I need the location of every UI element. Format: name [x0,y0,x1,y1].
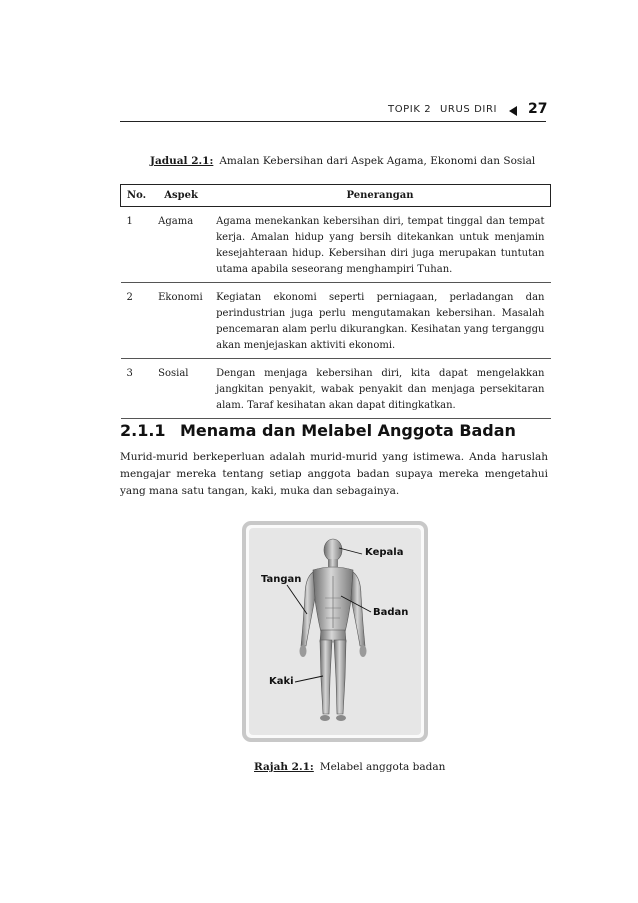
leader-line-hand [287,585,307,614]
label-kaki: Kaki [269,676,294,687]
header-topic: TOPIK 2 [388,104,432,115]
cell-aspek: Ekonomi [152,283,210,359]
hygiene-aspects-table [120,184,551,419]
section-number: 2.1.1 [120,421,166,440]
section-paragraph: Murid-murid berkeperluan adalah murid-murid yang istimewa. Anda haruslah mengajar mereka tentang setiap anggota badan supaya mereka mengetahui yang mana satu tangan, kaki, muka dan sebagainya. [120,451,548,497]
figure-head [324,539,342,561]
cell-aspek: Sosial [152,359,210,419]
table-caption-text: Amalan Kebersihan dari Aspek Agama, Ekonomi dan Sosial [219,155,536,167]
figure-neck [328,559,338,567]
figure-left-hand [300,645,307,657]
header-rule [120,121,546,122]
body-parts-figure [242,521,428,742]
human-body-illustration [249,528,421,735]
cell-aspek: Agama [152,207,210,283]
figure-left-foot [320,715,330,721]
header-chapter-title: URUS DIRI [440,104,498,115]
page-number: 27 [528,101,548,117]
header-penerangan: Penerangan [210,185,550,207]
table-row [121,359,551,419]
figure-right-leg [334,640,346,714]
figure-right-arm [351,572,365,646]
label-badan: Badan [373,607,409,618]
header-aspek: Aspek [152,185,210,207]
triangle-left-icon [509,106,517,116]
table-caption [150,155,535,167]
cell-no: 3 [121,359,153,419]
table-caption-label: Jadual 2.1: [150,155,214,167]
figure-panel [249,528,421,735]
cell-penerangan: Kegiatan ekonomi seperti perniagaan, perladangan dan perindustrian juga perlu mengutamakan kebersihan. Masalah pencemaran alam perlu dikurangkan. Kesihatan yang terganggu akan menjejaskan aktiviti ekonomi. [210,283,550,359]
table-row [121,207,551,283]
table-header-row [121,185,551,207]
figure-caption-text: Melabel anggota badan [319,761,446,773]
section-heading [120,421,516,440]
figure-caption [254,761,445,773]
label-tangan: Tangan [261,574,302,585]
figure-right-hand [360,645,367,657]
cell-no: 2 [121,283,153,359]
header-no: No. [121,185,153,207]
figure-caption-label: Rajah 2.1: [254,761,314,773]
table-row [121,283,551,359]
leader-line-leg [295,676,323,682]
cell-no: 1 [121,207,153,283]
cell-penerangan: Agama menekankan kebersihan diri, tempat tinggal dan tempat kerja. Amalan hidup yang bersih ditekankan untuk menjamin kesejahteraan hidup. Kebersihan diri juga merupakan tuntutan utama apabila seseorang menghampiri Tuhan. [210,207,550,283]
figure-left-leg [320,640,332,714]
cell-penerangan: Dengan menjaga kebersihan diri, kita dapat mengelakkan jangkitan penyakit, wabak penyakit dan menjaga persekitaran alam. Taraf kesihatan akan dapat ditingkatkan. [210,359,550,419]
leader-line-head [339,548,362,554]
figure-right-foot [336,715,346,721]
running-header [120,101,548,120]
section-title: Menama dan Melabel Anggota Badan [180,421,516,440]
label-kepala: Kepala [365,547,404,558]
